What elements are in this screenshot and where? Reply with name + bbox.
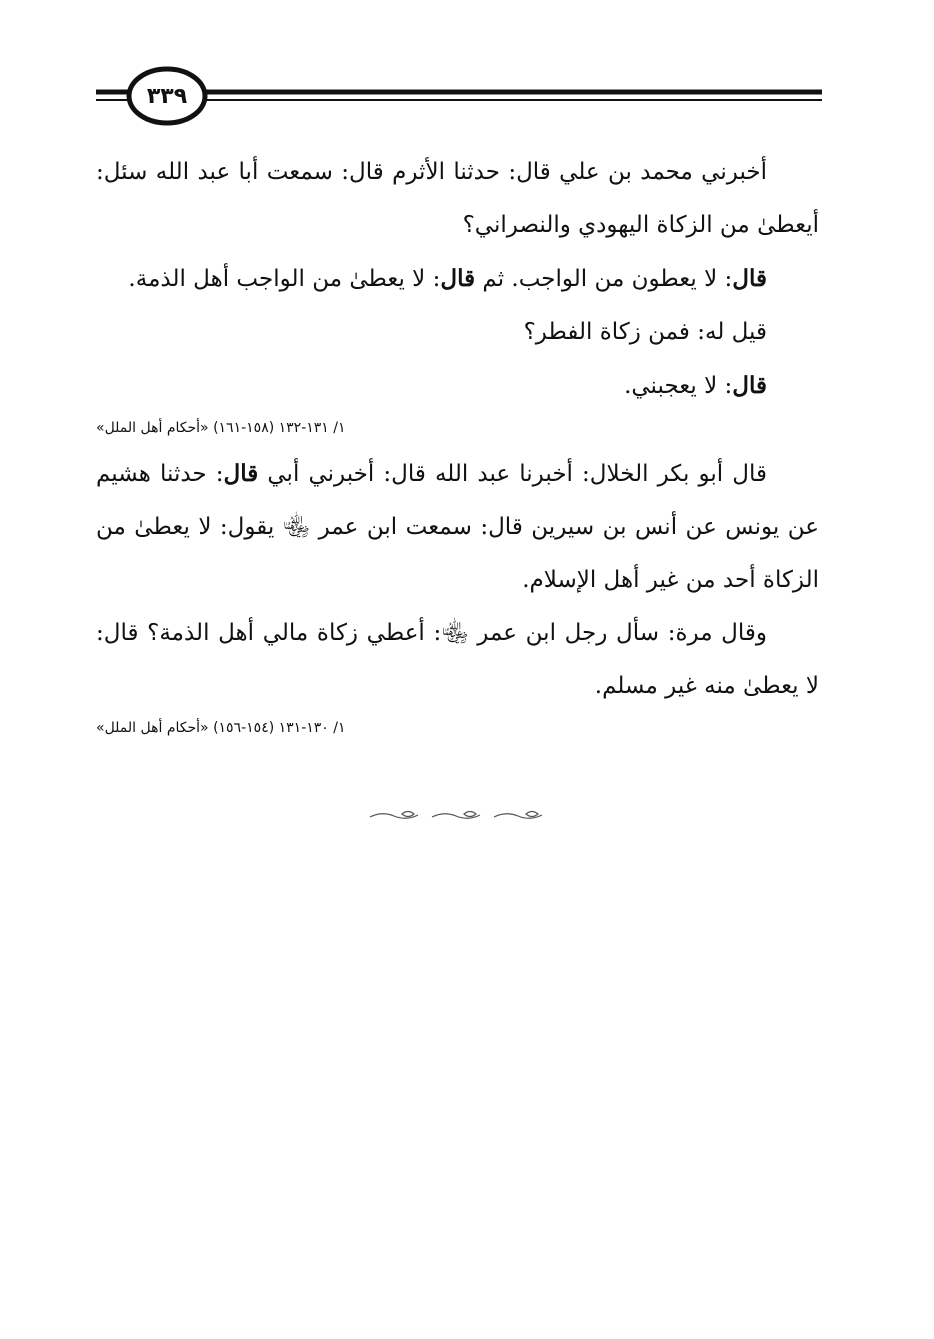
source-book-title: «أحكام أهل الملل» bbox=[96, 720, 209, 736]
source-reference: ١/ ١٣٠-١٣١ (١٥٤-١٥٦) bbox=[213, 720, 346, 736]
paragraph-1-text: أخبرني محمد بن علي قال: حدثنا الأثرم قال: سمعت أبا عبد الله سئل: أيعطىٰ من الزكاة اليهودي والنصراني؟ bbox=[96, 159, 819, 238]
qala-label: قال bbox=[732, 265, 767, 292]
qala-label: قال bbox=[223, 460, 259, 487]
source-citation-2 bbox=[96, 715, 819, 741]
source-reference: ١/ ١٣١-١٣٢ (١٥٨-١٦١) bbox=[213, 420, 346, 436]
qala-label: قال bbox=[440, 265, 476, 292]
source-citation-1 bbox=[96, 415, 819, 441]
qala-label: قال bbox=[732, 372, 767, 399]
paragraph-5-text-a: قال أبو بكر الخلال: أخبرنا عبد الله قال: أخبرني أبي bbox=[258, 461, 768, 487]
paragraph-5 bbox=[96, 447, 819, 607]
paragraph-2-text-a: : لا يعطون من الواجب. ثم bbox=[475, 266, 733, 292]
paragraph-2-text-b: : لا يعطىٰ من الواجب أهل الذمة. bbox=[128, 266, 441, 292]
paragraph-2 bbox=[96, 252, 819, 306]
paragraph-6 bbox=[96, 607, 819, 713]
paragraph-3 bbox=[96, 306, 819, 359]
paragraph-6-text: وقال مرة: سأل رجل ابن عمر ﵄: أعطي زكاة مالي أهل الذمة؟ قال: لا يعطىٰ منه غير مسلم. bbox=[96, 620, 819, 699]
paragraph-3-text: قيل له: فمن زكاة الفطر؟ bbox=[523, 319, 767, 345]
page-body bbox=[96, 146, 819, 747]
paragraph-5-text-b: : حدثنا هشيم عن يونس عن أنس بن سيرين قال: سمعت ابن عمر ﵄ يقول: لا يعطىٰ من الزكاة أحد من غير أهل الإسلام. bbox=[96, 461, 819, 593]
page-number: ٣٣٩ bbox=[146, 84, 188, 109]
paragraph-4-text: : لا يعجبني. bbox=[624, 373, 733, 399]
paragraph-4 bbox=[96, 359, 819, 413]
source-book-title: «أحكام أهل الملل» bbox=[96, 420, 209, 436]
section-end-ornament bbox=[368, 808, 550, 822]
paragraph-1 bbox=[96, 146, 819, 252]
